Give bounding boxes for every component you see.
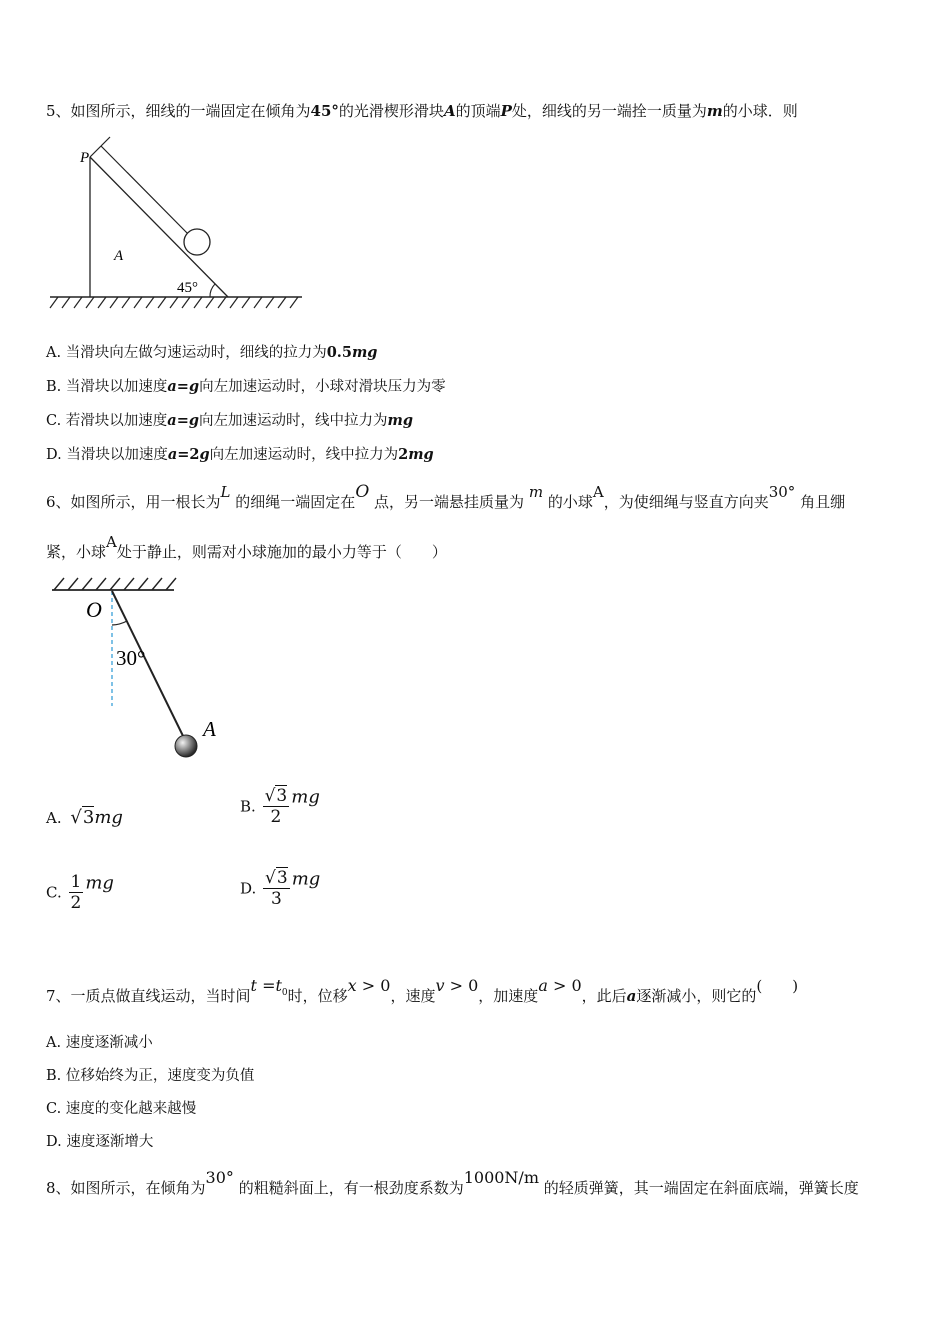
option-var: a [167, 412, 177, 429]
fraction [263, 868, 290, 909]
option-eq: = [176, 412, 189, 429]
q6-stem-text: ，为使细绳与竖直方向夹 [603, 493, 769, 511]
q6-pendulum-figure [46, 570, 236, 764]
fraction-denominator: 3 [270, 889, 282, 909]
fraction-numerator: 1 [70, 872, 82, 892]
q5-option-a[interactable] [46, 343, 377, 363]
option-value: 0.5 [326, 344, 352, 361]
q8-angle: 30° [205, 1168, 234, 1187]
q5-stem-text: 的小球．则 [722, 102, 798, 120]
fraction-numerator: √3 [264, 786, 288, 806]
q5-stem-text: 处，细线的另一端拴一质量为 [511, 102, 707, 120]
fraction-denominator: 2 [270, 807, 282, 827]
option-text: D. 当滑块以加速度 [46, 447, 168, 463]
q7-stem-text: ，此后 [581, 987, 627, 1005]
option-unit: mg [387, 412, 413, 429]
q5-stem-text: 5、如图所示，细线的一端固定在倾角为 [46, 102, 311, 120]
q5-stem-var-m: m [706, 102, 723, 120]
fraction [263, 786, 290, 827]
q7-ineq: > 0 [356, 976, 391, 995]
q5-string [101, 146, 192, 238]
option-label: B. [240, 797, 256, 816]
q5-stem-var-p: P [500, 102, 512, 120]
q6-stem-var-o: O [355, 482, 370, 502]
q7-var-t: t [250, 976, 257, 995]
q6-option-a[interactable] [46, 808, 123, 828]
q5-ground-hatch [50, 297, 298, 308]
q5-stem-text: 的光滑楔形滑块 [338, 102, 444, 120]
q7-option-c[interactable]: C. 速度的变化越来越慢 [46, 1101, 197, 1117]
q6-stem-line1 [46, 482, 846, 512]
q7-var-a: a [538, 976, 548, 995]
q5-option-c[interactable] [46, 411, 413, 431]
q7-stem-text: 逐渐减小，则它的 [636, 987, 757, 1005]
option-unit: mg [94, 807, 123, 828]
q5-angle-arc [210, 284, 215, 297]
option-var: g [199, 446, 210, 463]
q5-ball [184, 229, 210, 255]
q6-stem-var-a: A [592, 483, 604, 501]
q6-angle-arc [112, 621, 127, 625]
option-label: C. [46, 883, 62, 902]
option-text: 向左加速运动时，小球对滑块压力为零 [199, 379, 446, 395]
option-eq: =2 [177, 446, 200, 463]
q8-spring-constant: 1000N/m [463, 1168, 539, 1187]
option-label: D. [240, 879, 257, 898]
q5-wedge-figure [46, 132, 308, 314]
option-value: 2 [398, 446, 409, 463]
option-label: A. [46, 809, 62, 827]
radicand: 3 [276, 786, 288, 806]
q6-stem-text: 点，另一端悬挂质量为 [374, 493, 525, 511]
q6-label-o: O [86, 597, 102, 622]
q5-stem-text: 的顶端 [455, 102, 501, 120]
q7-stem-text: 7、一质点做直线运动，当时间 [46, 987, 251, 1005]
option-unit: mg [291, 868, 321, 890]
option-var: a [167, 446, 178, 463]
q7-var-v: v [435, 976, 445, 995]
q7-option-d[interactable]: D. 速度逐渐增大 [46, 1134, 154, 1150]
fraction-numerator: √3 [265, 868, 288, 888]
q8-stem-text: 8、如图所示，在倾角为 [46, 1179, 206, 1197]
q7-eq: = [256, 976, 276, 995]
q6-stem-text: 的细绳一端固定在 [235, 493, 356, 511]
q7-stem-text: 时，位移 [287, 987, 348, 1005]
q6-stem-var-l: L [220, 483, 231, 501]
q5-stem-angle: 45° [310, 102, 339, 120]
q5-label-angle: 45° [177, 280, 198, 296]
q8-stem-text: 的粗糙斜面上，有一根劲度系数为 [238, 1179, 464, 1197]
option-text: 向左加速运动时，线中拉力为 [209, 447, 399, 463]
q8-stem [46, 1168, 859, 1198]
q7-stem-text: ，速度 [390, 987, 436, 1005]
q7-paren: ( [756, 977, 763, 995]
q6-stem-text: 6、如图所示，用一根长为 [46, 493, 221, 511]
q8-stem-text: 的轻质弹簧，其一端固定在斜面底端，弹簧长度 [543, 1179, 859, 1197]
radicand: 3 [82, 807, 95, 828]
q6-ceiling-hatch [54, 578, 176, 590]
q6-stem-text: 角且绷 [800, 493, 846, 511]
fraction [69, 872, 84, 913]
q7-paren: ) [792, 977, 799, 995]
q6-label-a: A [203, 717, 216, 741]
q6-stem-text: 紧，小球 [46, 543, 107, 561]
q6-stem-line2 [46, 533, 447, 562]
fraction-denominator: 2 [70, 893, 82, 913]
q7-option-a[interactable]: A. 速度逐渐减小 [46, 1035, 153, 1051]
q6-option-d[interactable] [240, 868, 320, 909]
q5-stem [46, 101, 798, 121]
q6-stem-text: 的小球 [547, 493, 593, 511]
q6-ball [175, 735, 197, 757]
radicand: 3 [276, 868, 288, 888]
q7-var-x: x [347, 976, 357, 995]
q6-option-b[interactable] [240, 786, 320, 827]
q5-wedge-slope [90, 157, 228, 297]
q7-subscript: 0 [281, 988, 288, 999]
option-text: B. 当滑块以加速度 [46, 379, 168, 395]
option-text: 向左加速运动时，线中拉力为 [199, 413, 388, 429]
q6-label-angle: 30° [116, 646, 146, 670]
sqrt-symbol: √ [70, 807, 82, 828]
q6-stem-text: ） [431, 543, 447, 561]
option-var: g [188, 378, 200, 395]
q5-label-p: P [80, 150, 90, 166]
q7-var-t0: t [275, 976, 282, 995]
q7-option-b[interactable]: B. 位移始终为正，速度变为负值 [46, 1068, 255, 1084]
option-unit: mg [85, 872, 114, 894]
option-eq: = [176, 378, 189, 395]
q5-label-a: A [114, 248, 124, 264]
option-var: a [167, 378, 177, 395]
q7-ineq: > 0 [444, 976, 479, 995]
q6-stem-angle: 30° [768, 483, 796, 501]
q7-stem-text: ，加速度 [478, 987, 539, 1005]
q5-stem-var-a: A [443, 102, 456, 120]
q7-ineq: > 0 [547, 976, 582, 995]
option-text: C. 若滑块以加速度 [46, 413, 168, 429]
option-unit: mg [408, 446, 434, 463]
q5-option-d[interactable] [46, 445, 434, 465]
q5-option-b[interactable] [46, 377, 446, 397]
option-unit: mg [351, 344, 378, 361]
q7-stem [46, 976, 799, 1013]
q6-stem-var-a: A [106, 533, 117, 551]
option-var: g [188, 412, 199, 429]
q7-var-a: a [626, 987, 637, 1005]
q6-stem-text: 处于静止，则需对小球施加的最小力等于（ [116, 543, 402, 561]
option-unit: mg [291, 786, 320, 808]
q6-option-c[interactable] [46, 872, 114, 913]
option-text: A. 当滑块向左做匀速运动时，细线的拉力为 [46, 345, 327, 361]
q6-stem-var-m: m [528, 483, 544, 501]
